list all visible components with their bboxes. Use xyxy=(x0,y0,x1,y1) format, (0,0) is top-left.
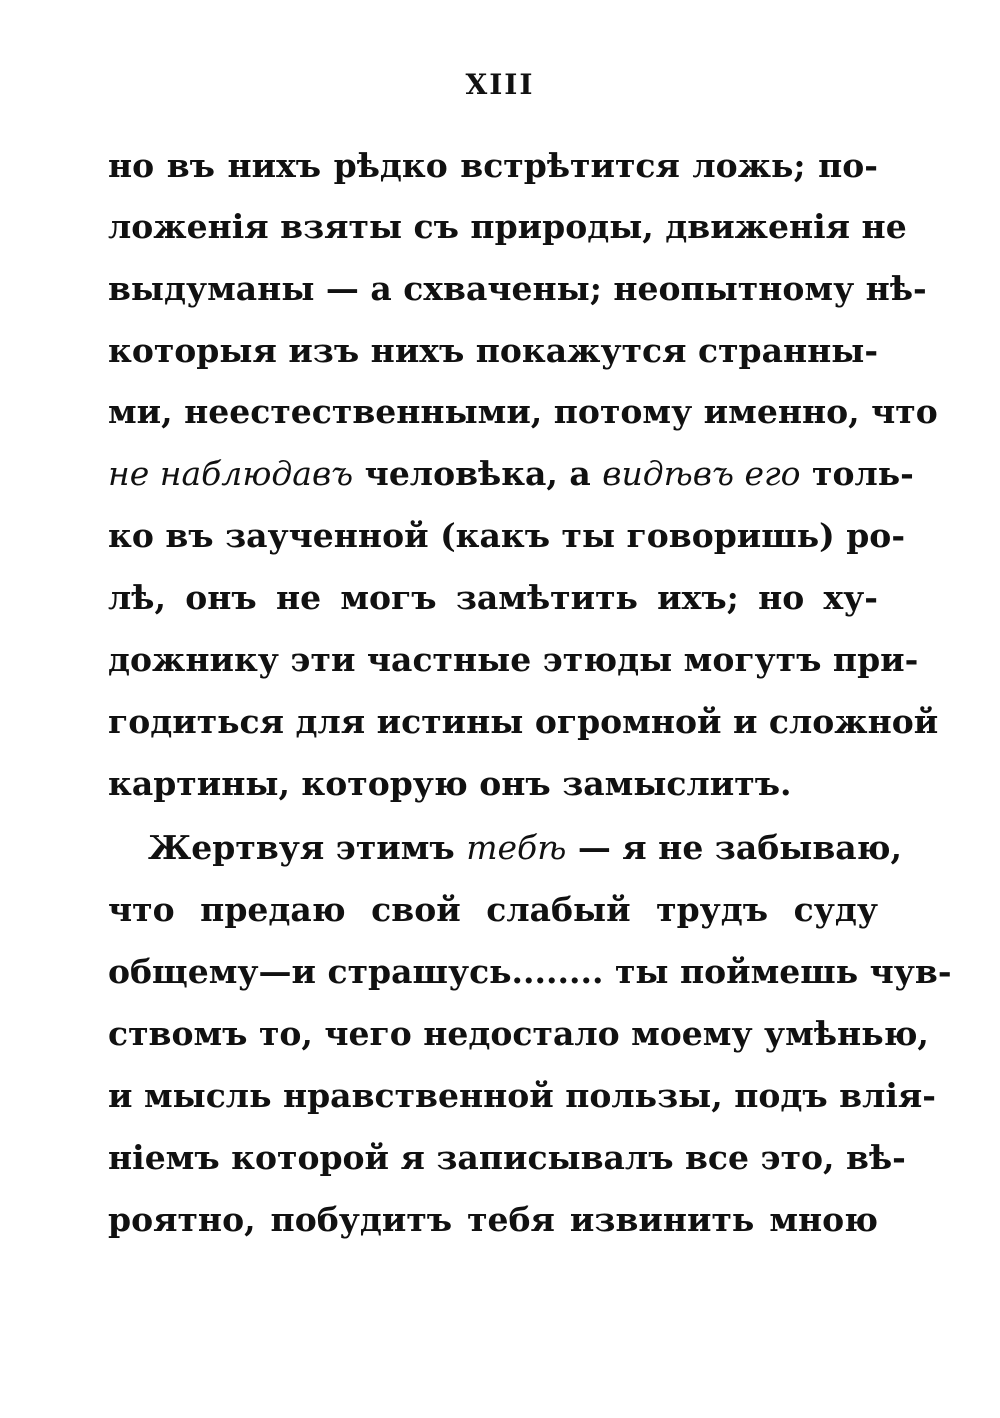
italic-run: тебѣ xyxy=(466,828,567,867)
text-run: что предаю свой слабый трудъ суду xyxy=(108,890,878,929)
text-line xyxy=(148,826,902,870)
text-run: Жертвуя этимъ xyxy=(148,828,467,867)
page-number: XIII xyxy=(465,68,535,101)
text-run: но въ нихъ рѣдко встрѣтится ложь; по- xyxy=(108,146,878,185)
text-run: толь- xyxy=(800,454,914,493)
text-line xyxy=(108,762,878,806)
text-run: ми, неестественными, потому именно, что xyxy=(108,392,938,431)
text-line xyxy=(108,205,907,249)
text-run: — я не забываю, xyxy=(566,828,902,867)
text-run: ложенія взяты съ природы, движенія не xyxy=(108,207,907,246)
italic-run: не наблюдавъ xyxy=(108,454,354,493)
text-run: ко въ заученной (какъ ты говоришь) ро- xyxy=(108,516,906,555)
italic-run: видѣвъ его xyxy=(602,454,801,493)
text-line xyxy=(108,1198,878,1242)
text-line xyxy=(108,514,906,558)
text-line xyxy=(108,1012,929,1056)
text-run: и мысль нравственной пользы, подъ влія- xyxy=(108,1076,936,1115)
text-run: выдуманы — а схвачены; неопытному нѣ- xyxy=(108,269,927,308)
text-run: ствомъ то, чего недостало моему умѣнью, xyxy=(108,1014,929,1053)
text-run: лѣ, онъ не могъ замѣтить ихъ; но ху- xyxy=(108,578,878,617)
text-line xyxy=(108,329,878,373)
text-line xyxy=(108,950,952,994)
text-run: дожнику эти частные этюды могутъ при- xyxy=(108,640,919,679)
text-line xyxy=(108,888,878,932)
text-line xyxy=(108,1074,936,1118)
text-line xyxy=(108,144,878,188)
text-run: годиться для истины огромной и сложной xyxy=(108,702,939,741)
text-run: роятно, побудитъ тебя извинить мною xyxy=(108,1200,878,1239)
text-run: человѣка, а xyxy=(353,454,603,493)
text-run: общему—и страшусь........ ты поймешь чув- xyxy=(108,952,952,991)
text-run: ніемъ которой я записывалъ все это, вѣ- xyxy=(108,1138,906,1177)
text-line xyxy=(108,1136,906,1180)
text-line xyxy=(108,452,914,496)
text-line xyxy=(108,390,938,434)
text-line xyxy=(108,700,939,744)
text-line xyxy=(108,638,919,682)
text-line xyxy=(108,576,878,620)
text-run: которыя изъ нихъ покажутся странны- xyxy=(108,331,879,370)
text-line xyxy=(108,267,927,311)
text-run: картины, которую онъ замыслитъ. xyxy=(108,764,792,803)
